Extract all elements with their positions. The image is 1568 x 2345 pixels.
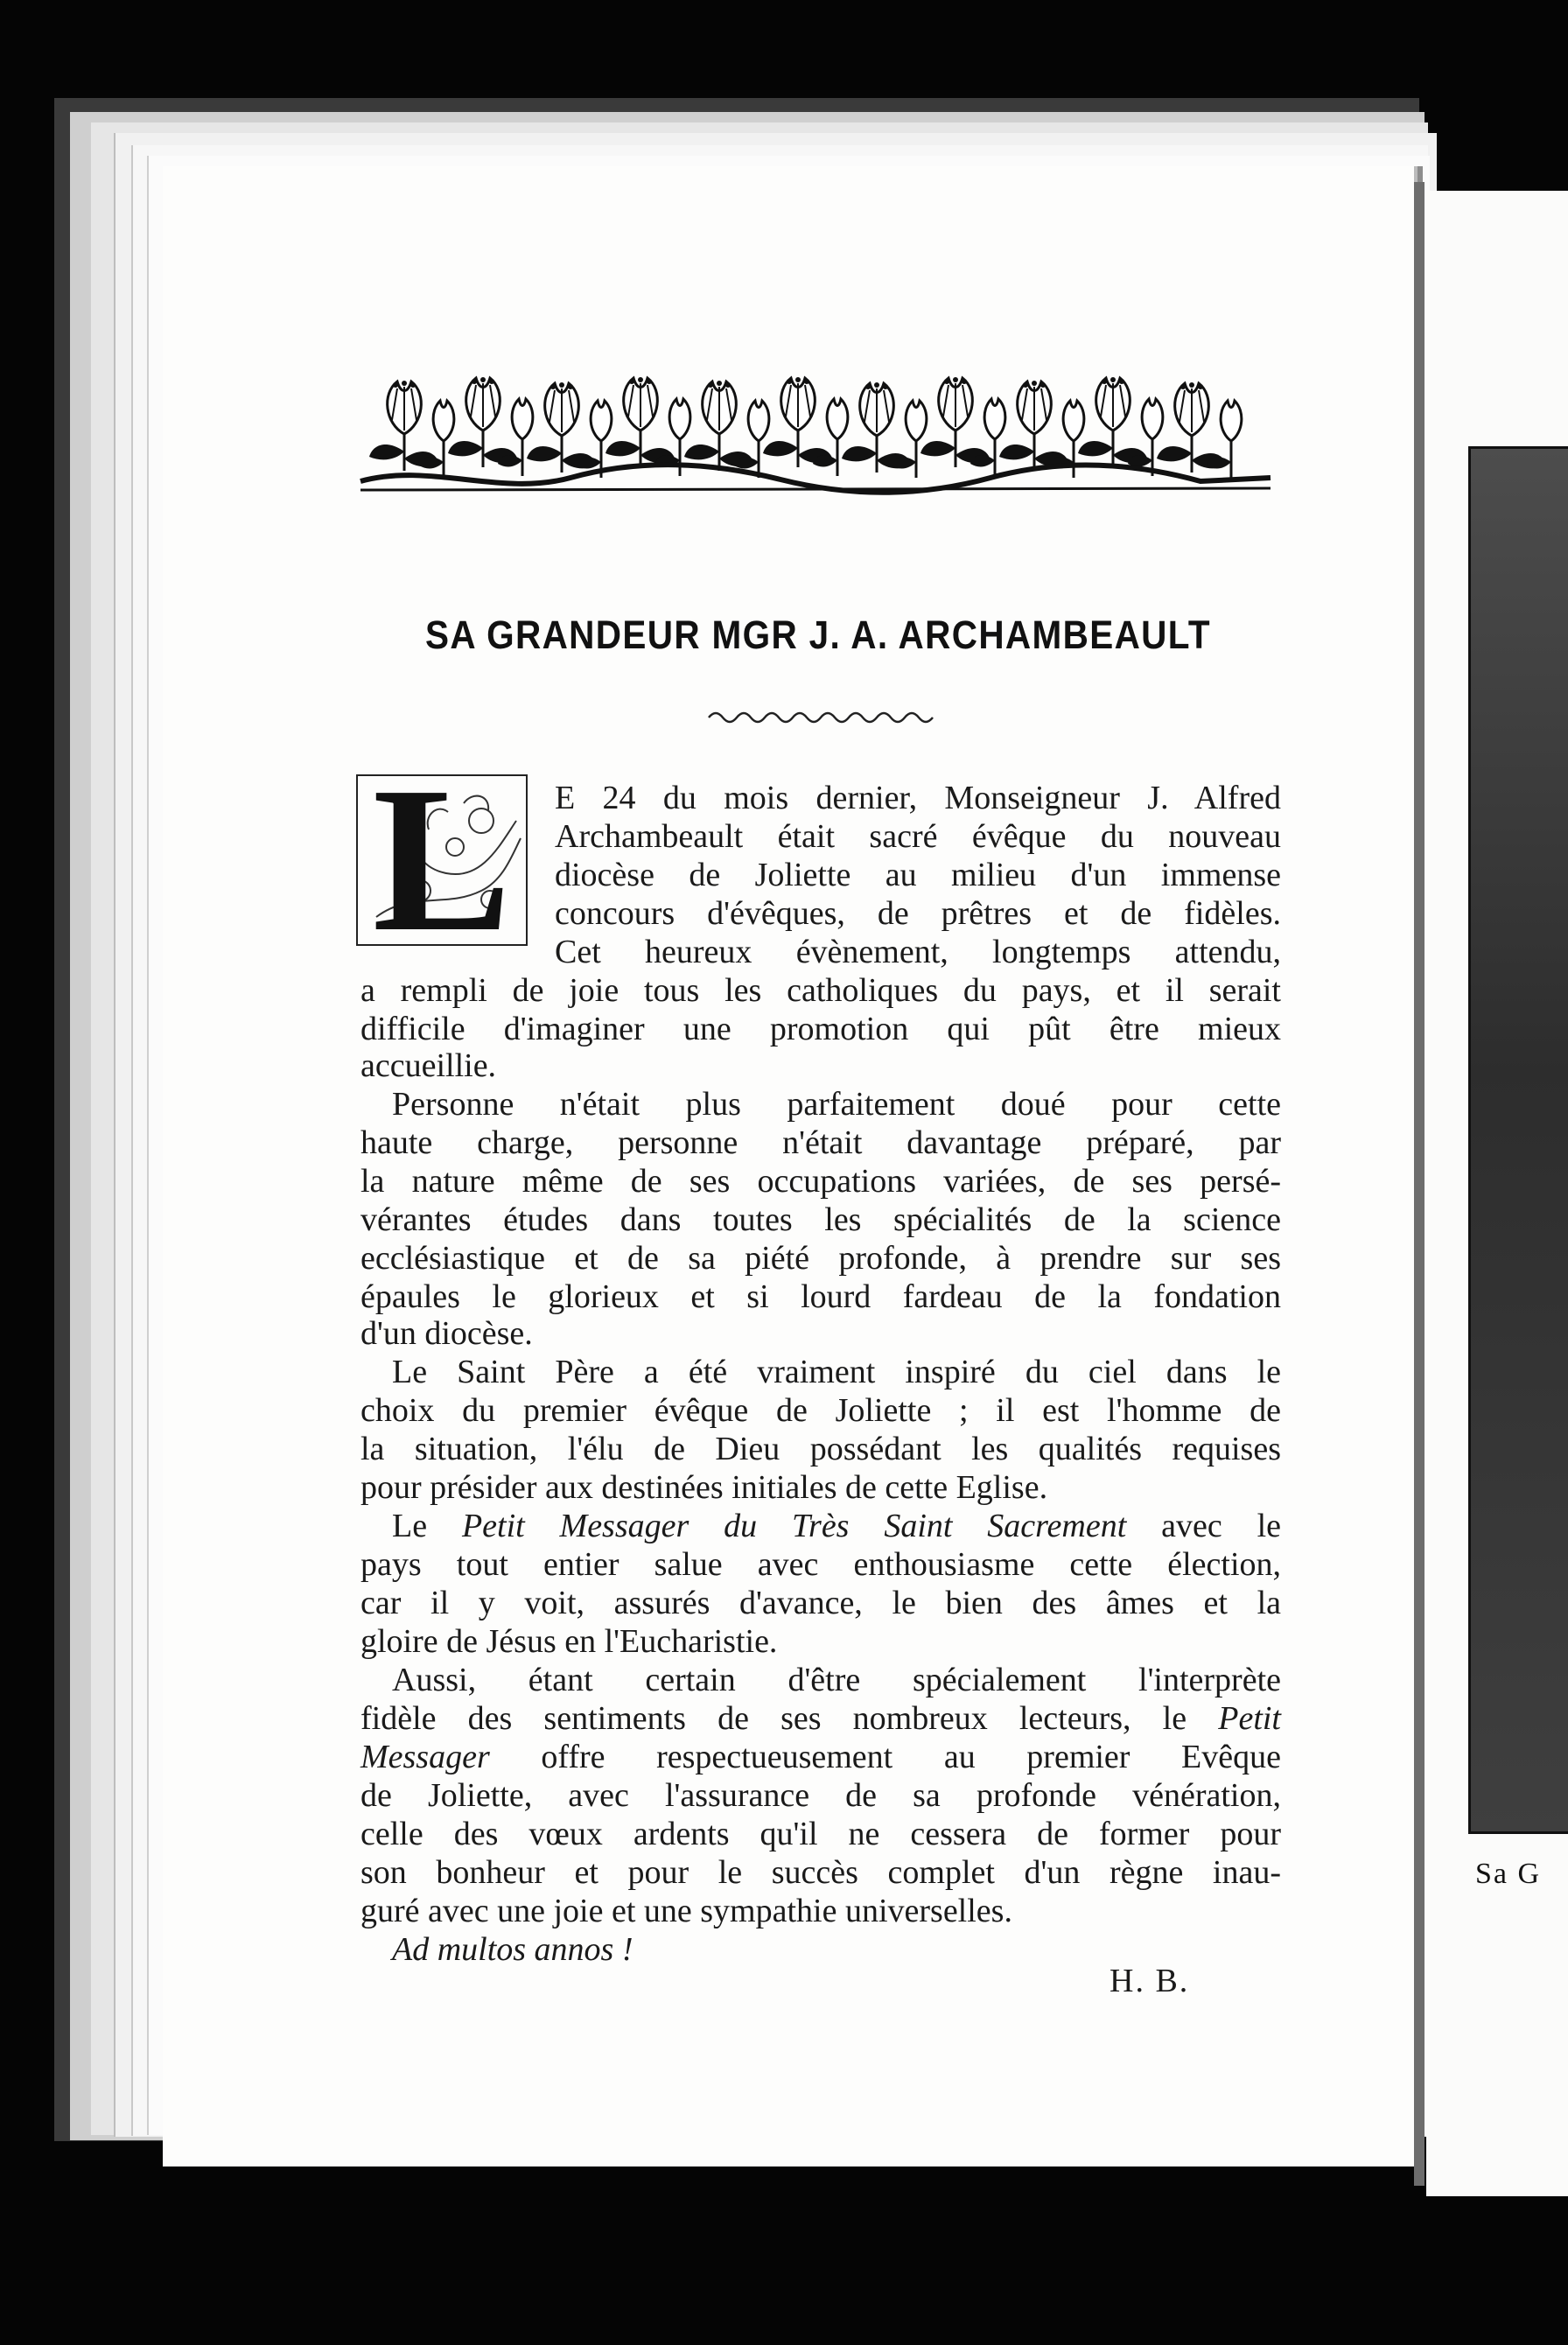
text-line: la nature même de ses occupations variées, de ses persé- <box>360 1163 1281 1200</box>
text-line: la situation, l'élu de Dieu possédant les qualités requises <box>360 1431 1281 1467</box>
text-segment: offre respectueusement au premier Evêque <box>541 1739 1281 1775</box>
text-line: de Joliette, avec l'assurance de sa profonde vénération, <box>360 1777 1281 1814</box>
book-gutter <box>1414 182 1424 2186</box>
dropcap-letter: L <box>372 745 512 975</box>
text-segment: fidèle des sentiments de ses nombreux lecteurs, le <box>360 1700 1187 1737</box>
italic-publication-title: Messager <box>360 1739 490 1775</box>
text-line: ecclésiastique et de sa piété profonde, à prendre sur ses <box>360 1240 1281 1277</box>
ornament-flowers <box>369 377 1242 478</box>
text-line: guré avec une joie et une sympathie universelles. <box>360 1893 1012 1929</box>
text-line: Le Saint Père a été vraiment inspiré du ciel dans le <box>392 1354 1281 1390</box>
portrait-photo <box>1468 446 1568 1834</box>
text-line: son bonheur et pour le succès complet d'un règne inau- <box>360 1854 1281 1891</box>
floral-ornament-band <box>352 366 1279 504</box>
text-line-mixed <box>360 1738 1281 1776</box>
text-line: accueillie. <box>360 1047 497 1084</box>
text-line-mixed <box>360 1699 1281 1738</box>
right-page <box>1426 191 1568 2196</box>
text-line: vérantes études dans toutes les spécialités de la science <box>360 1201 1281 1238</box>
text-line: Aussi, étant certain d'être spécialement l'interprète <box>392 1662 1281 1698</box>
text-line: car il y voit, assurés d'avance, le bien des âmes et la <box>360 1585 1281 1621</box>
text-segment: Le <box>392 1508 428 1544</box>
text-line-mixed <box>360 1507 1281 1545</box>
text-line: d'un diocèse. <box>360 1315 533 1352</box>
closing-salutation: Ad multos annos ! <box>392 1931 634 1968</box>
text-line: difficile d'imaginer une promotion qui pût être mieux <box>360 1011 1281 1047</box>
italic-publication-title: Petit <box>1218 1700 1281 1737</box>
text-segment: avec le <box>1161 1508 1282 1544</box>
text-line: pour présider aux destinées initiales de cette Eglise. <box>360 1469 1048 1506</box>
text-line: Personne n'était plus parfaitement doué pour cette <box>392 1086 1281 1123</box>
text-line: pays tout entier salue avec enthousiasme cette élection, <box>360 1546 1281 1583</box>
text-line: choix du premier évêque de Joliette ; il est l'homme de <box>360 1392 1281 1429</box>
author-signature: H. B. <box>1110 1963 1190 1999</box>
text-line: épaules le glorieux et si lourd fardeau de la fondation <box>360 1278 1281 1315</box>
text-line: Archambeault était sacré évêque du nouveau <box>555 818 1281 855</box>
text-line: concours d'évêques, de prêtres et de fidèles. <box>555 895 1281 932</box>
text-line: a rempli de joie tous les catholiques du pays, et il serait <box>360 972 1281 1009</box>
article-title: SA GRANDEUR MGR J. A. ARCHAMBEAULT <box>425 612 1211 657</box>
text-line: haute charge, personne n'était davantage préparé, par <box>360 1124 1281 1161</box>
text-line: Cet heureux évènement, longtemps attendu, <box>555 934 1281 970</box>
text-line: diocèse de Joliette au milieu d'un immense <box>555 857 1281 893</box>
drop-capital <box>350 745 534 975</box>
text-line: celle des vœux ardents qu'il ne cessera de former pour <box>360 1816 1281 1852</box>
title-wavy-rule <box>707 707 934 726</box>
photo-caption: Sa G <box>1475 1858 1542 1890</box>
italic-publication-title: Petit Messager du Très Saint Sacrement <box>461 1508 1127 1544</box>
text-line: gloire de Jésus en l'Eucharistie. <box>360 1623 778 1660</box>
text-line: E 24 du mois dernier, Monseigneur J. Alfred <box>555 780 1281 816</box>
